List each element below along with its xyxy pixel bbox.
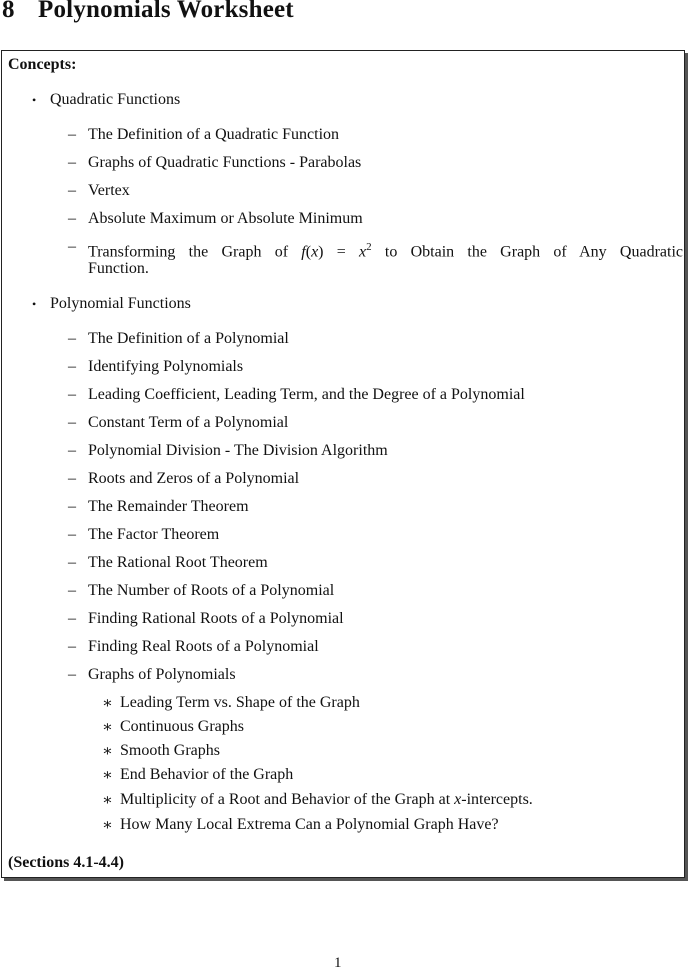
- dash-icon: –: [68, 666, 76, 683]
- dash-icon: –: [68, 126, 76, 143]
- list-item: Finding Real Roots of a Polynomial: [88, 638, 319, 655]
- sub-list-item: Leading Term vs. Shape of the Graph: [120, 694, 360, 711]
- dash-icon: –: [68, 358, 76, 375]
- list-item-transform: Transforming the Graph of $f(x) = x^2$ to Obtain the Graph of Any Quadratic: [88, 241, 683, 261]
- star-icon: ∗: [102, 792, 113, 809]
- sub-list-item: Continuous Graphs: [120, 718, 244, 735]
- star-icon: ∗: [102, 817, 113, 834]
- sub-list-item: How Many Local Extrema Can a Polynomial Graph Have?: [120, 816, 499, 833]
- page-title: [2, 0, 294, 24]
- dash-icon: –: [68, 582, 76, 599]
- section-number: 8: [2, 0, 15, 23]
- list-item: Finding Rational Roots of a Polynomial: [88, 610, 344, 627]
- dash-icon: –: [68, 498, 76, 515]
- page-number: 1: [334, 955, 342, 971]
- list-item: Graphs of Quadratic Functions - Parabolas: [88, 154, 362, 171]
- concepts-box: [1, 50, 685, 878]
- dash-icon: –: [68, 526, 76, 543]
- dash-icon: –: [68, 182, 76, 199]
- sub-list-item: End Behavior of the Graph: [120, 766, 294, 783]
- list-item: Constant Term of a Polynomial: [88, 414, 289, 431]
- sections-label: (Sections 4.1-4.4): [8, 854, 124, 871]
- star-icon: ∗: [102, 695, 113, 712]
- bullet-quadratic-functions: Quadratic Functions: [50, 91, 181, 108]
- dash-icon: –: [68, 386, 76, 403]
- list-item: Leading Coefficient, Leading Term, and the Degree of a Polynomial: [88, 386, 525, 403]
- bullet-icon: •: [32, 297, 37, 311]
- list-item: The Definition of a Polynomial: [88, 330, 289, 347]
- dash-icon: –: [68, 554, 76, 571]
- list-item: Roots and Zeros of a Polynomial: [88, 470, 300, 487]
- title-text: Polynomials Worksheet: [38, 0, 294, 23]
- dash-icon: –: [68, 330, 76, 347]
- bullet-icon: •: [32, 93, 37, 107]
- list-item: Polynomial Division - The Division Algorithm: [88, 442, 388, 459]
- star-icon: ∗: [102, 743, 113, 760]
- dash-icon: –: [68, 210, 76, 227]
- dash-icon: –: [68, 442, 76, 459]
- list-item: Identifying Polynomials: [88, 358, 244, 375]
- list-item: The Definition of a Quadratic Function: [88, 126, 340, 143]
- sub-list-item-multiplicity: Multiplicity of a Root and Behavior of the Graph at x-intercepts.: [120, 791, 533, 808]
- list-item: Graphs of Polynomials: [88, 666, 236, 683]
- star-icon: ∗: [102, 719, 113, 736]
- list-item: The Factor Theorem: [88, 526, 220, 543]
- dash-icon: –: [68, 154, 76, 171]
- concepts-label: Concepts:: [8, 56, 77, 73]
- dash-icon: –: [68, 238, 76, 255]
- bullet-polynomial-functions: Polynomial Functions: [50, 295, 191, 312]
- list-item: The Rational Root Theorem: [88, 554, 268, 571]
- dash-icon: –: [68, 470, 76, 487]
- dash-icon: –: [68, 638, 76, 655]
- list-item: Absolute Maximum or Absolute Minimum: [88, 210, 363, 227]
- list-item: The Remainder Theorem: [88, 498, 249, 515]
- list-item-continuation: Function.: [88, 260, 149, 277]
- list-item: The Number of Roots of a Polynomial: [88, 582, 335, 599]
- list-item: Vertex: [88, 182, 130, 199]
- dash-icon: –: [68, 610, 76, 627]
- sub-list-item: Smooth Graphs: [120, 742, 220, 759]
- star-icon: ∗: [102, 767, 113, 784]
- dash-icon: –: [68, 414, 76, 431]
